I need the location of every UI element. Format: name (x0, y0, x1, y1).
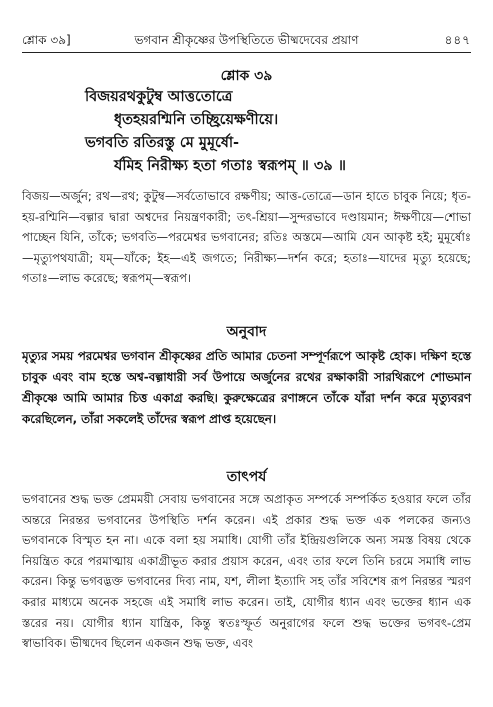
synonyms-paragraph: বিজয়—অর্জুন; রথ—রথ; কুটুম্ব—সর্বতোভাবে রক্ষণীয়; আত্ত-তোত্রে—ডান হাতে চাবুক নিয়ে; ধৃত-হয়-রশ্মিনি—বল্গার দ্বারা অশ্বদের নিয়ন্ত্রণকারী; তৎ-শ্রিয়া—সুন্দরভাবে দণ্ডায়মান; ঈক্ষণীয়ে—শোভা পাচ্ছেন যিনি, তাঁকে; ভগবতি—পরমেশ্বর ভগবানের; রতিঃ অস্তমে—আমি যেন আকৃষ্ট হই; মুমূর্ষোঃ—মৃত্যুপথযাত্রী; যম্—যাঁকে; ইহ—এই জগতে; নিরীক্ষ্য—দর্শন করে; হতাঃ—যাদের মৃত্যু হয়েছে; গতাঃ—লাভ করেছে; স্বরূপম্—স্বরূপ। (22, 189, 471, 286)
page-number: ৪৪৭ (444, 33, 471, 47)
header-verse-ref: শ্লোক ৩৯] (22, 33, 71, 47)
verse-line-1: বিজয়রথকুটুম্ব আত্ততোত্রে (85, 89, 233, 105)
verse-line-2: ধৃতহয়রশ্মিনি তচ্ছ্রিয়েক্ষণীয়ে। (114, 112, 279, 128)
purport-paragraph: ভগবানের শুদ্ধ ভক্ত প্রেমময়ী সেবায় ভগবানের সঙ্গে অপ্রাকৃত সম্পর্কে সম্পর্কিত হওয়ার ফলে তাঁর অন্তরে নিরন্তর ভগবানের উপস্থিতি দর্শন করেন। এই প্রকার শুদ্ধ ভক্ত এক পলকের জন্যও ভগবানকে বিস্মৃত হন না। একে বলা হয় সমাধি। যোগী তাঁর ইন্দ্রিয়গুলিকে অন্য সমস্ত বিষয় থেকে নিয়ন্ত্রিত করে পরমাত্মায় একাগ্রীভূত করার প্রয়াস করেন, এবং তার ফলে তিনি চরমে সমাধি লাভ করেন। কিন্তু ভগবদ্ভক্ত ভগবানের দিব্য নাম, যশ, লীলা ইত্যাদি সহ তাঁর সবিশেষ রূপ নিরন্তর স্মরণ করার মাধ্যমে অনেক সহজে এই সমাধি লাভ করেন। তাই, যোগীর ধ্যান এবং ভক্তের ধ্যান এক স্তরের নয়। যোগীর ধ্যান যান্ত্রিক, কিন্তু স্বতঃস্ফূর্ত অনুরাগের ফলে শুদ্ধ ভক্তের ভগবৎ-প্রেম স্বাভাবিক। ভীষ্মদেব ছিলেন একজন শুদ্ধ ভক্ত, এবং (22, 492, 471, 651)
purport-heading: তাৎপর্য (226, 469, 267, 485)
verse-line-4: র্যমিহ নিরীক্ষ্য হতা গতাঃ স্বরূপম্ ॥ ৩৯ ॥ (114, 158, 346, 174)
translation-heading: অনুবাদ (226, 324, 267, 340)
verse-number: শ্লোক ৩৯ (220, 68, 273, 84)
translation-paragraph: মৃত্যুর সময় পরমেশ্বর ভগবান শ্রীকৃষ্ণের প্রতি আমার চেতনা সম্পূর্ণরূপে আকৃষ্ট হোক। দক্ষিণ হস্তে চাবুক এবং বাম হস্তে অশ্ব-বল্গাধারী সর্ব উপায়ে অর্জুনের রথের রক্ষাকারী সারথিরূপে শোভমান শ্রীকৃষ্ণে আমি আমার চিত্ত একাগ্র করছি। কুরুক্ষেত্রের রণাঙ্গনে তাঁকে যাঁরা দর্শন করে মৃত্যুবরণ করেছিলেন, তাঁরা সকলেই তাঁদের স্বরূপ প্রাপ্ত হয়েছেন। (22, 349, 471, 426)
running-header (22, 30, 471, 53)
verse-line-3: ভগবতি রতিরস্তু মে মুমূর্ষো- (85, 135, 240, 151)
header-chapter-title: ভগবান শ্রীকৃষ্ণের উপস্থিতিতে ভীষ্মদেবের প্রয়াণ (134, 33, 359, 47)
